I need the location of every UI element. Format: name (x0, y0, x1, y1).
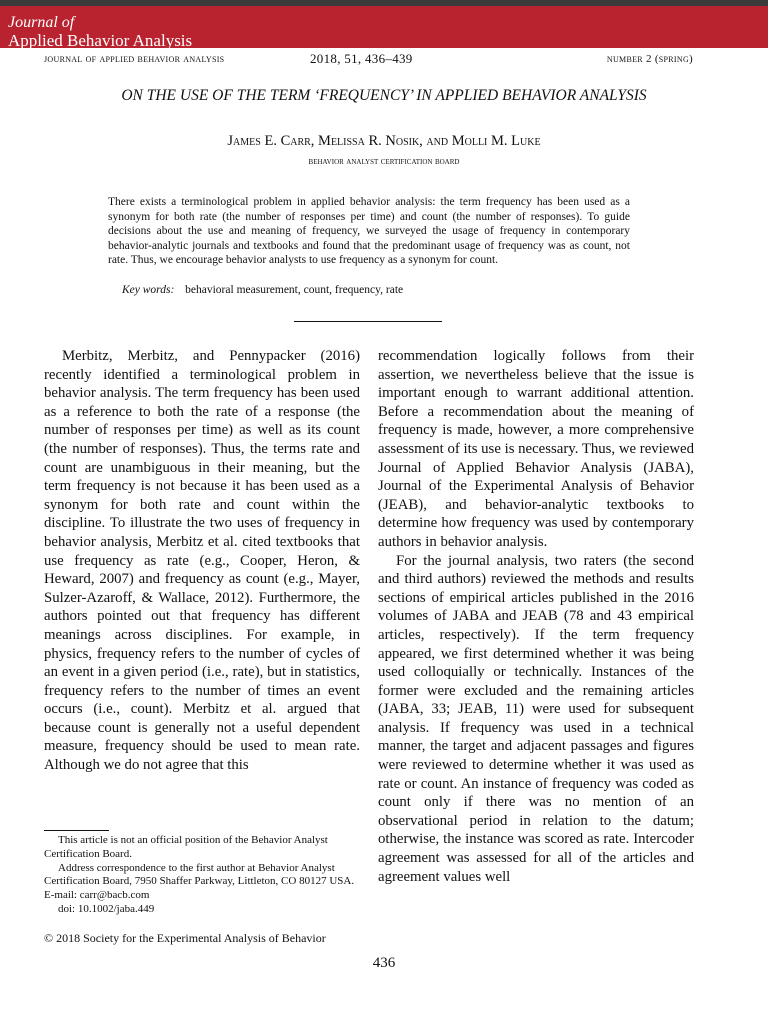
footnote-correspondence: Address correspondence to the first author at Behavior Analyst Certification Board, 7950 Shaffer Parkway, Littleton, CO 80127 USA. E-mail: carr@bacb.com (44, 861, 355, 902)
page-number: 436 (372, 955, 396, 971)
article-title: ON THE USE OF THE TERM ‘FREQUENCY’ IN APPLIED BEHAVIOR ANALYSIS (121, 87, 647, 104)
banner-journal-name: Applied Behavior Analysis (8, 31, 193, 50)
body-paragraph-right-1: recommendation logically follows from their assertion, we nevertheless believe that the issue is important enough to warrant additional attention. Before a recommendation about the meaning of frequency is made, however, a more comprehensive assessment of its use is necessary. Thus, we reviewed Journal of Applied Behavior Analysis (JABA), Journal of the Experimental Analysis of Behavior (JEAB), and behavior-analytic textbooks to determine how frequency was used by contemporary authors in behavior analysis. (378, 348, 695, 550)
running-head-issue: number 2 (spring) (606, 53, 693, 65)
keywords-label: Key words: (122, 284, 175, 296)
journal-banner (0, 6, 768, 48)
body-paragraph-right-2: For the journal analysis, two raters (the second and third authors) reviewed the methods and results sections of empirical articles published in the 2016 volumes of JABA and JEAB (78 and 43 empirical articles, respectively). If the term frequency appeared, we first determined whether it was being used colloquially or technically. Instances of the former were excluded and the remaining articles (JABA, 33; JEAB, 11) were used for subsequent analysis. If frequency was used in a technical manner, the target and adjacent passages and figures were reviewed to determine whether it was used as rate or count. An instance of frequency was coded as count only if there was no mention of an observational period in relation to the datum; otherwise, the instance was scored as rate. Intercoder agreement was assessed for all of the articles and agreement values well (378, 552, 694, 885)
article-affiliation: behavior analyst certification board (308, 156, 460, 167)
copyright-notice: © 2018 Society for the Experimental Analysis of Behavior (44, 931, 326, 945)
body-paragraph-left: Merbitz, Merbitz, and Pennypacker (2016) recently identified a terminological problem in behavior analysis. The term frequency has been used as a reference to both the rate of a response (the number of responses per time) as well as its count (the number of responses). Thus, the terms rate and count are unambiguous in their meaning, but the term frequency is not because it has been used as a synonym for both rate and count within the discipline. To illustrate the two uses of frequency in behavior analysis, Merbitz et al. cited textbooks that use frequency as rate (e.g., Cooper, Heron, & Heward, 2007) and frequency as count (e.g., Mayer, Sulzer-Azaroff, & Wallace, 2012). Furthermore, the authors pointed out that frequency has different meanings across disciplines. For example, in physics, frequency refers to the number of cycles of an event in a given period (i.e., rate), but in statistics, frequency refers to the number of times an event occurs (i.e., count). Merbitz et al. argued that because count is generally not a useful dependent measure, frequency should be used to mean rate. Although we do not agree that this (44, 348, 360, 774)
body-column-right (378, 347, 694, 886)
keywords-list: behavioral measurement, count, frequency, rate (185, 284, 404, 296)
section-divider (294, 321, 442, 322)
running-head-citation: 2018, 51, 436–439 (310, 51, 413, 66)
footnote-doi: doi: 10.1002/jaba.449 (58, 902, 155, 915)
abstract: There exists a terminological problem in applied behavior analysis: the term frequency has been used as a synonym for both rate (the number of responses per time) and count (the number of responses). To guide decisions about the use and meaning of frequency, we surveyed the usage of frequency in contemporary behavior-analytic journals and textbooks and found that the predominant usage of frequency was as count, not rate. Thus, we encourage behavior analysts to use frequency as a synonym for count. (108, 196, 630, 266)
footnote-disclaimer: This article is not an official position of the Behavior Analyst Certification Board. (44, 834, 328, 860)
footnotes (44, 834, 360, 917)
running-head-journal: journal of applied behavior analysis (44, 53, 225, 65)
footnote-rule (44, 830, 109, 831)
article-authors: James E. Carr, Melissa R. Nosik, and Molli M. Luke (227, 133, 541, 149)
keywords (122, 284, 403, 296)
body-column-left (44, 347, 360, 775)
banner-journal-of: Journal of (8, 14, 75, 31)
